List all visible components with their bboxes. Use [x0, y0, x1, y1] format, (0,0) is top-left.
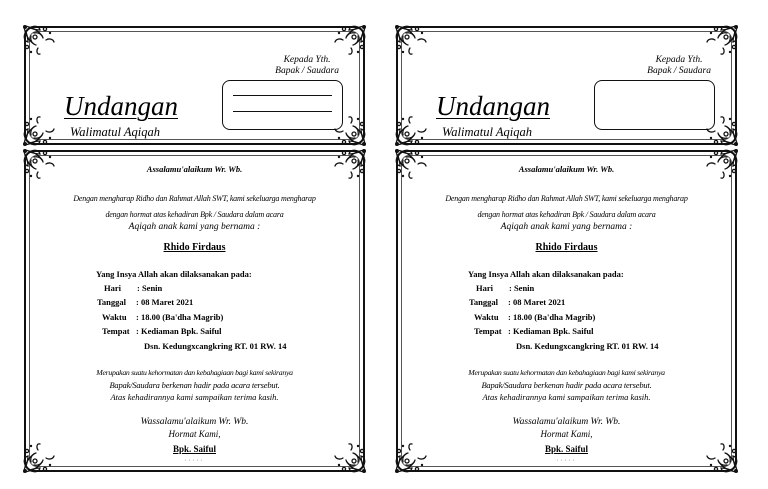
detail-tempat	[102, 326, 222, 336]
intro-line-2: dengan hormat atas kehadiran Bpk / Saudara dalam acara	[105, 210, 284, 219]
card-subtitle: Walimatul Aqiqah	[442, 125, 532, 139]
corner-ornament-top-left-icon	[22, 24, 58, 56]
tanggal-label: Tanggal	[97, 297, 126, 307]
detail-tanggal	[469, 297, 565, 307]
envelope-label	[24, 26, 365, 145]
signer-name: Bpk. Saiful	[544, 444, 589, 454]
card-subtitle: Walimatul Aqiqah	[70, 125, 160, 139]
tanggal-value: : 08 Maret 2021	[136, 297, 194, 307]
tempat-value: : Kediaman Bpk. Saiful	[508, 326, 594, 336]
closing-line-2: Bapak/Saudara berkenan hadir pada acara tersebut.	[109, 380, 280, 390]
detail-hari	[476, 283, 534, 293]
wassalam: Wassalamu'alaikum Wr. Wb.	[512, 417, 621, 427]
waktu-label: Waktu	[474, 312, 499, 322]
corner-ornament-top-left-icon	[394, 24, 430, 56]
address-text: Dsn. Kedungxcangkring RT. 01 RW. 14	[144, 341, 287, 351]
announcement: Yang Insya Allah akan dilaksanakan pada:	[96, 269, 252, 279]
tempat-label: Tempat	[474, 326, 502, 336]
tempat-label: Tempat	[102, 326, 130, 336]
corner-ornament-top-right-icon	[703, 148, 739, 180]
corner-ornament-bottom-right-icon	[703, 442, 739, 474]
tanggal-label: Tanggal	[469, 297, 498, 307]
intro-line-1: Dengan mengharap Ridho dan Rahmat Allah SWT, kami sekeluarga mengharap	[73, 194, 316, 203]
greeting: Assalamu'alaikum Wr. Wb.	[518, 164, 615, 174]
tanggal-value: : 08 Maret 2021	[508, 297, 566, 307]
announcement: Yang Insya Allah akan dilaksanakan pada:	[468, 269, 624, 279]
waktu-value: : 18.00 (Ba'dha Magrib)	[508, 312, 596, 322]
envelope-label	[396, 26, 737, 145]
intro-line-1: Dengan mengharap Ridho dan Rahmat Allah SWT, kami sekeluarga mengharap	[445, 194, 688, 203]
kepada-yth: Kepada Yth.	[283, 55, 331, 65]
detail-waktu	[102, 312, 223, 322]
closing-line-2: Bapak/Saudara berkenan hadir pada acara tersebut.	[481, 380, 652, 390]
invitation-body	[24, 150, 365, 472]
hari-value: : Senin	[509, 283, 535, 293]
recipient-text: Bapak / Saudara	[275, 66, 339, 76]
detail-tanggal	[97, 297, 193, 307]
address-line	[233, 111, 332, 112]
hari-label: Hari	[104, 283, 121, 293]
corner-ornament-top-left-icon	[22, 148, 58, 180]
corner-ornament-top-right-icon	[331, 148, 367, 180]
detail-hari	[104, 283, 162, 293]
corner-ornament-bottom-right-icon	[331, 115, 367, 147]
card-title: Undangan	[436, 91, 550, 121]
address-line	[233, 95, 332, 96]
child-name: Rhido Firdaus	[163, 242, 226, 253]
address-text: Dsn. Kedungxcangkring RT. 01 RW. 14	[516, 341, 659, 351]
corner-ornament-bottom-left-icon	[394, 115, 430, 147]
tempat-value: : Kediaman Bpk. Saiful	[136, 326, 222, 336]
signer-name: Bpk. Saiful	[172, 444, 217, 454]
hari-label: Hari	[476, 283, 493, 293]
corner-ornament-bottom-right-icon	[331, 442, 367, 474]
intro-line-3: Aqiqah anak kami yang bernama :	[500, 222, 633, 232]
dotted-divider: ·····	[556, 458, 577, 464]
corner-ornament-bottom-right-icon	[703, 115, 739, 147]
hari-value: : Senin	[137, 283, 163, 293]
invitation-body	[396, 150, 737, 472]
corner-ornament-bottom-left-icon	[22, 115, 58, 147]
recipient-text: Bapak / Saudara	[647, 66, 711, 76]
corner-ornament-top-left-icon	[394, 148, 430, 180]
greeting: Assalamu'alaikum Wr. Wb.	[146, 164, 243, 174]
detail-waktu	[474, 312, 595, 322]
child-name: Rhido Firdaus	[535, 242, 598, 253]
closing-line-3: Atas kehadirannya kami sampaikan terima kasih.	[110, 392, 279, 402]
corner-ornament-top-right-icon	[703, 24, 739, 56]
waktu-value: : 18.00 (Ba'dha Magrib)	[136, 312, 224, 322]
card-title: Undangan	[64, 91, 178, 121]
hormat-kami: Hormat Kami,	[168, 429, 221, 439]
intro-line-2: dengan hormat atas kehadiran Bpk / Saudara dalam acara	[477, 210, 656, 219]
corner-ornament-top-right-icon	[331, 24, 367, 56]
closing-line-3: Atas kehadirannya kami sampaikan terima kasih.	[482, 392, 651, 402]
corner-ornament-bottom-left-icon	[22, 442, 58, 474]
waktu-label: Waktu	[102, 312, 127, 322]
kepada-yth: Kepada Yth.	[655, 55, 703, 65]
addressee-block	[275, 55, 339, 77]
wassalam: Wassalamu'alaikum Wr. Wb.	[140, 417, 249, 427]
intro-line-3: Aqiqah anak kami yang bernama :	[128, 222, 261, 232]
addressee-block	[647, 55, 711, 77]
dotted-divider: ·····	[184, 458, 205, 464]
hormat-kami: Hormat Kami,	[540, 429, 593, 439]
closing-line-1: Merupakan suatu kehormatan dan kebahagiaan bagi kami sekiranya	[468, 368, 665, 377]
address-box	[222, 80, 343, 130]
address-box	[594, 80, 715, 130]
closing-line-1: Merupakan suatu kehormatan dan kebahagiaan bagi kami sekiranya	[96, 368, 293, 377]
detail-tempat	[474, 326, 594, 336]
corner-ornament-bottom-left-icon	[394, 442, 430, 474]
